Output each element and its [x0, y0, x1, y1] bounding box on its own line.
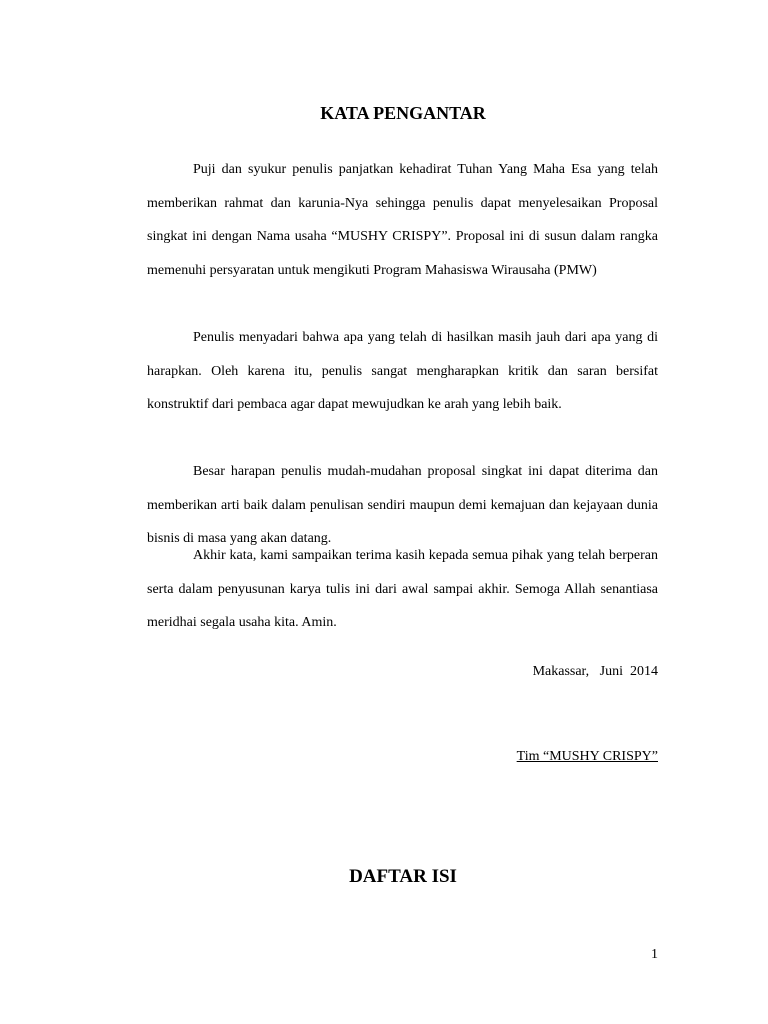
place-date: Makassar, Juni 2014: [532, 664, 658, 679]
section-heading-daftar-isi: DAFTAR ISI: [349, 866, 457, 887]
page-title: KATA PENGANTAR: [320, 103, 486, 123]
signature: Tim “MUSHY CRISPY”: [516, 749, 658, 764]
paragraph-1: Puji dan syukur penulis panjatkan kehadirat Tuhan Yang Maha Esa yang telah memberikan rahmat dan karunia-Nya sehingga penulis dapat menyelesaikan Proposal singkat ini dengan Nama usaha “MUSHY CRISPY”. Proposal ini di susun dalam rangka memenuhi persyaratan untuk mengikuti Program Mahasiswa Wirausaha (PMW): [147, 162, 658, 278]
page-number: 1: [651, 947, 658, 962]
paragraph-2: Penulis menyadari bahwa apa yang telah di hasilkan masih jauh dari apa yang di harapkan. Oleh karena itu, penulis sangat mengharapkan kritik dan saran bersifat konstruktif dari pembaca agar dapat mewujudkan ke arah yang lebih baik.: [147, 330, 658, 413]
paragraph-3: Besar harapan penulis mudah-mudahan proposal singkat ini dapat diterima dan memberikan arti baik dalam penulisan sendiri maupun demi kemajuan dan kejayaan dunia bisnis di masa yang akan datang.: [147, 464, 658, 547]
paragraph-4: Akhir kata, kami sampaikan terima kasih kepada semua pihak yang telah berperan serta dalam penyusunan karya tulis ini dari awal sampai akhir. Semoga Allah senantiasa meridhai segala usaha kita. Amin.: [147, 548, 658, 631]
